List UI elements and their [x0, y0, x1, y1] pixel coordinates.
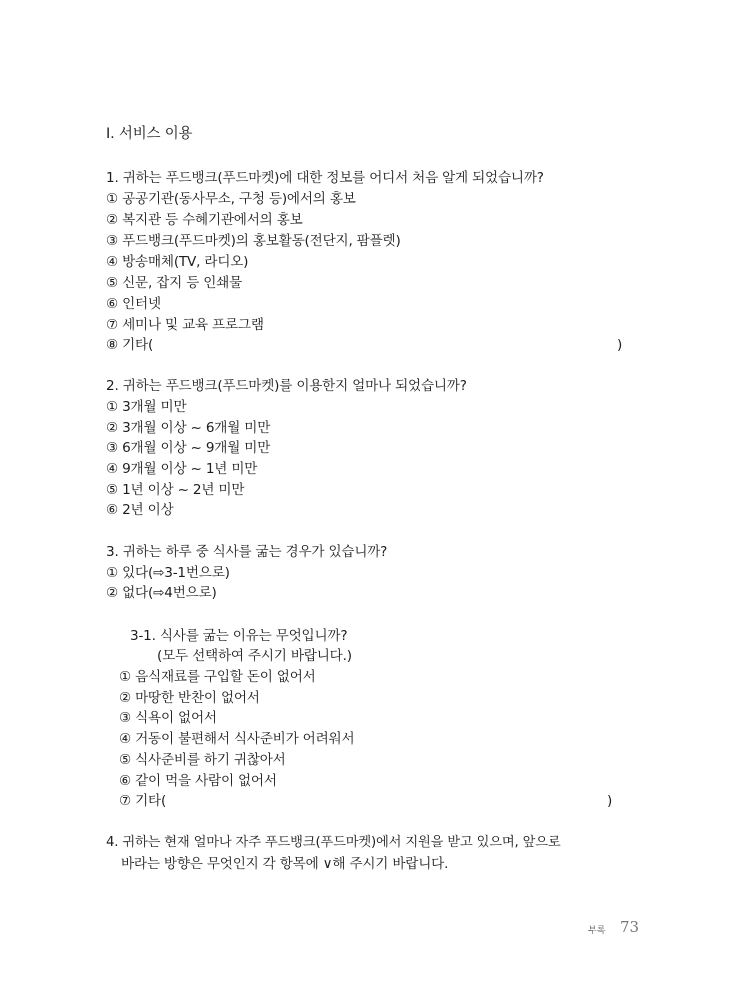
q2-option-2: ② 3개월 이상 ~ 6개월 미만 — [106, 420, 271, 436]
question-1: 1. 귀하는 푸드뱅크(푸드마켓)에 대한 정보를 어디서 처음 알게 되었습니까? — [106, 170, 544, 186]
footer-section-label: 부록 — [588, 926, 606, 936]
q2-option-3: ③ 6개월 이상 ~ 9개월 미만 — [106, 440, 271, 456]
section-title: Ⅰ. 서비스 이용 — [106, 126, 193, 142]
question-3-1-note: (모두 선택하여 주시기 바랍니다.) — [157, 648, 352, 664]
q1-option-7: ⑦ 세미나 및 교육 프로그램 — [106, 317, 264, 333]
q3-1-option-4: ④ 거동이 불편해서 식사준비가 어려워서 — [119, 731, 355, 747]
q3-1-option-7: ⑦ 기타( — [119, 793, 167, 809]
q1-option-4: ④ 방송매체(TV, 라디오) — [106, 254, 249, 270]
q2-option-5: ⑤ 1년 이상 ~ 2년 미만 — [106, 482, 245, 498]
q3-1-option-6: ⑥ 같이 먹을 사람이 없어서 — [119, 773, 277, 789]
question-2: 2. 귀하는 푸드뱅크(푸드마켓)를 이용한지 얼마나 되었습니까? — [106, 378, 467, 394]
q1-close-paren: ) — [617, 337, 623, 353]
page-number: 73 — [620, 918, 640, 936]
q1-option-2: ② 복지관 등 수혜기관에서의 홍보 — [106, 212, 303, 228]
question-3-1: 3-1. 식사를 굶는 이유는 무엇입니까? — [130, 628, 348, 644]
q3-1-option-5: ⑤ 식사준비를 하기 귀찮아서 — [119, 752, 286, 768]
q3-1-close-paren: ) — [607, 793, 613, 809]
question-3: 3. 귀하는 하루 중 식사를 굶는 경우가 있습니까? — [106, 544, 388, 560]
q1-option-5: ⑤ 신문, 잡지 등 인쇄물 — [106, 275, 243, 291]
q3-1-option-2: ② 마땅한 반찬이 없어서 — [119, 690, 260, 706]
q2-option-6: ⑥ 2년 이상 — [106, 502, 174, 518]
q1-option-1: ① 공공기관(동사무소, 구청 등)에서의 홍보 — [106, 191, 356, 207]
question-4-line-1: 4. 귀하는 현재 얼마나 자주 푸드뱅크(푸드마켓)에서 지원을 받고 있으며, 앞으로 — [106, 835, 561, 850]
q1-option-6: ⑥ 인터넷 — [106, 296, 161, 312]
q1-option-8: ⑧ 기타( — [106, 337, 154, 353]
q3-option-1: ① 있다(⇨3-1번으로) — [106, 565, 230, 581]
q2-option-1: ① 3개월 미만 — [106, 399, 187, 415]
q3-1-option-3: ③ 식욕이 없어서 — [119, 710, 217, 726]
q3-option-2: ② 없다(⇨4번으로) — [106, 585, 217, 601]
q2-option-4: ④ 9개월 이상 ~ 1년 미만 — [106, 461, 258, 477]
q1-option-3: ③ 푸드뱅크(푸드마켓)의 홍보활동(전단지, 팜플렛) — [106, 233, 401, 249]
q3-1-option-1: ① 음식재료를 구입할 돈이 없어서 — [119, 669, 316, 685]
question-4-line-2: 바라는 방향은 무엇인지 각 항목에 ∨해 주시기 바랍니다. — [121, 856, 449, 872]
